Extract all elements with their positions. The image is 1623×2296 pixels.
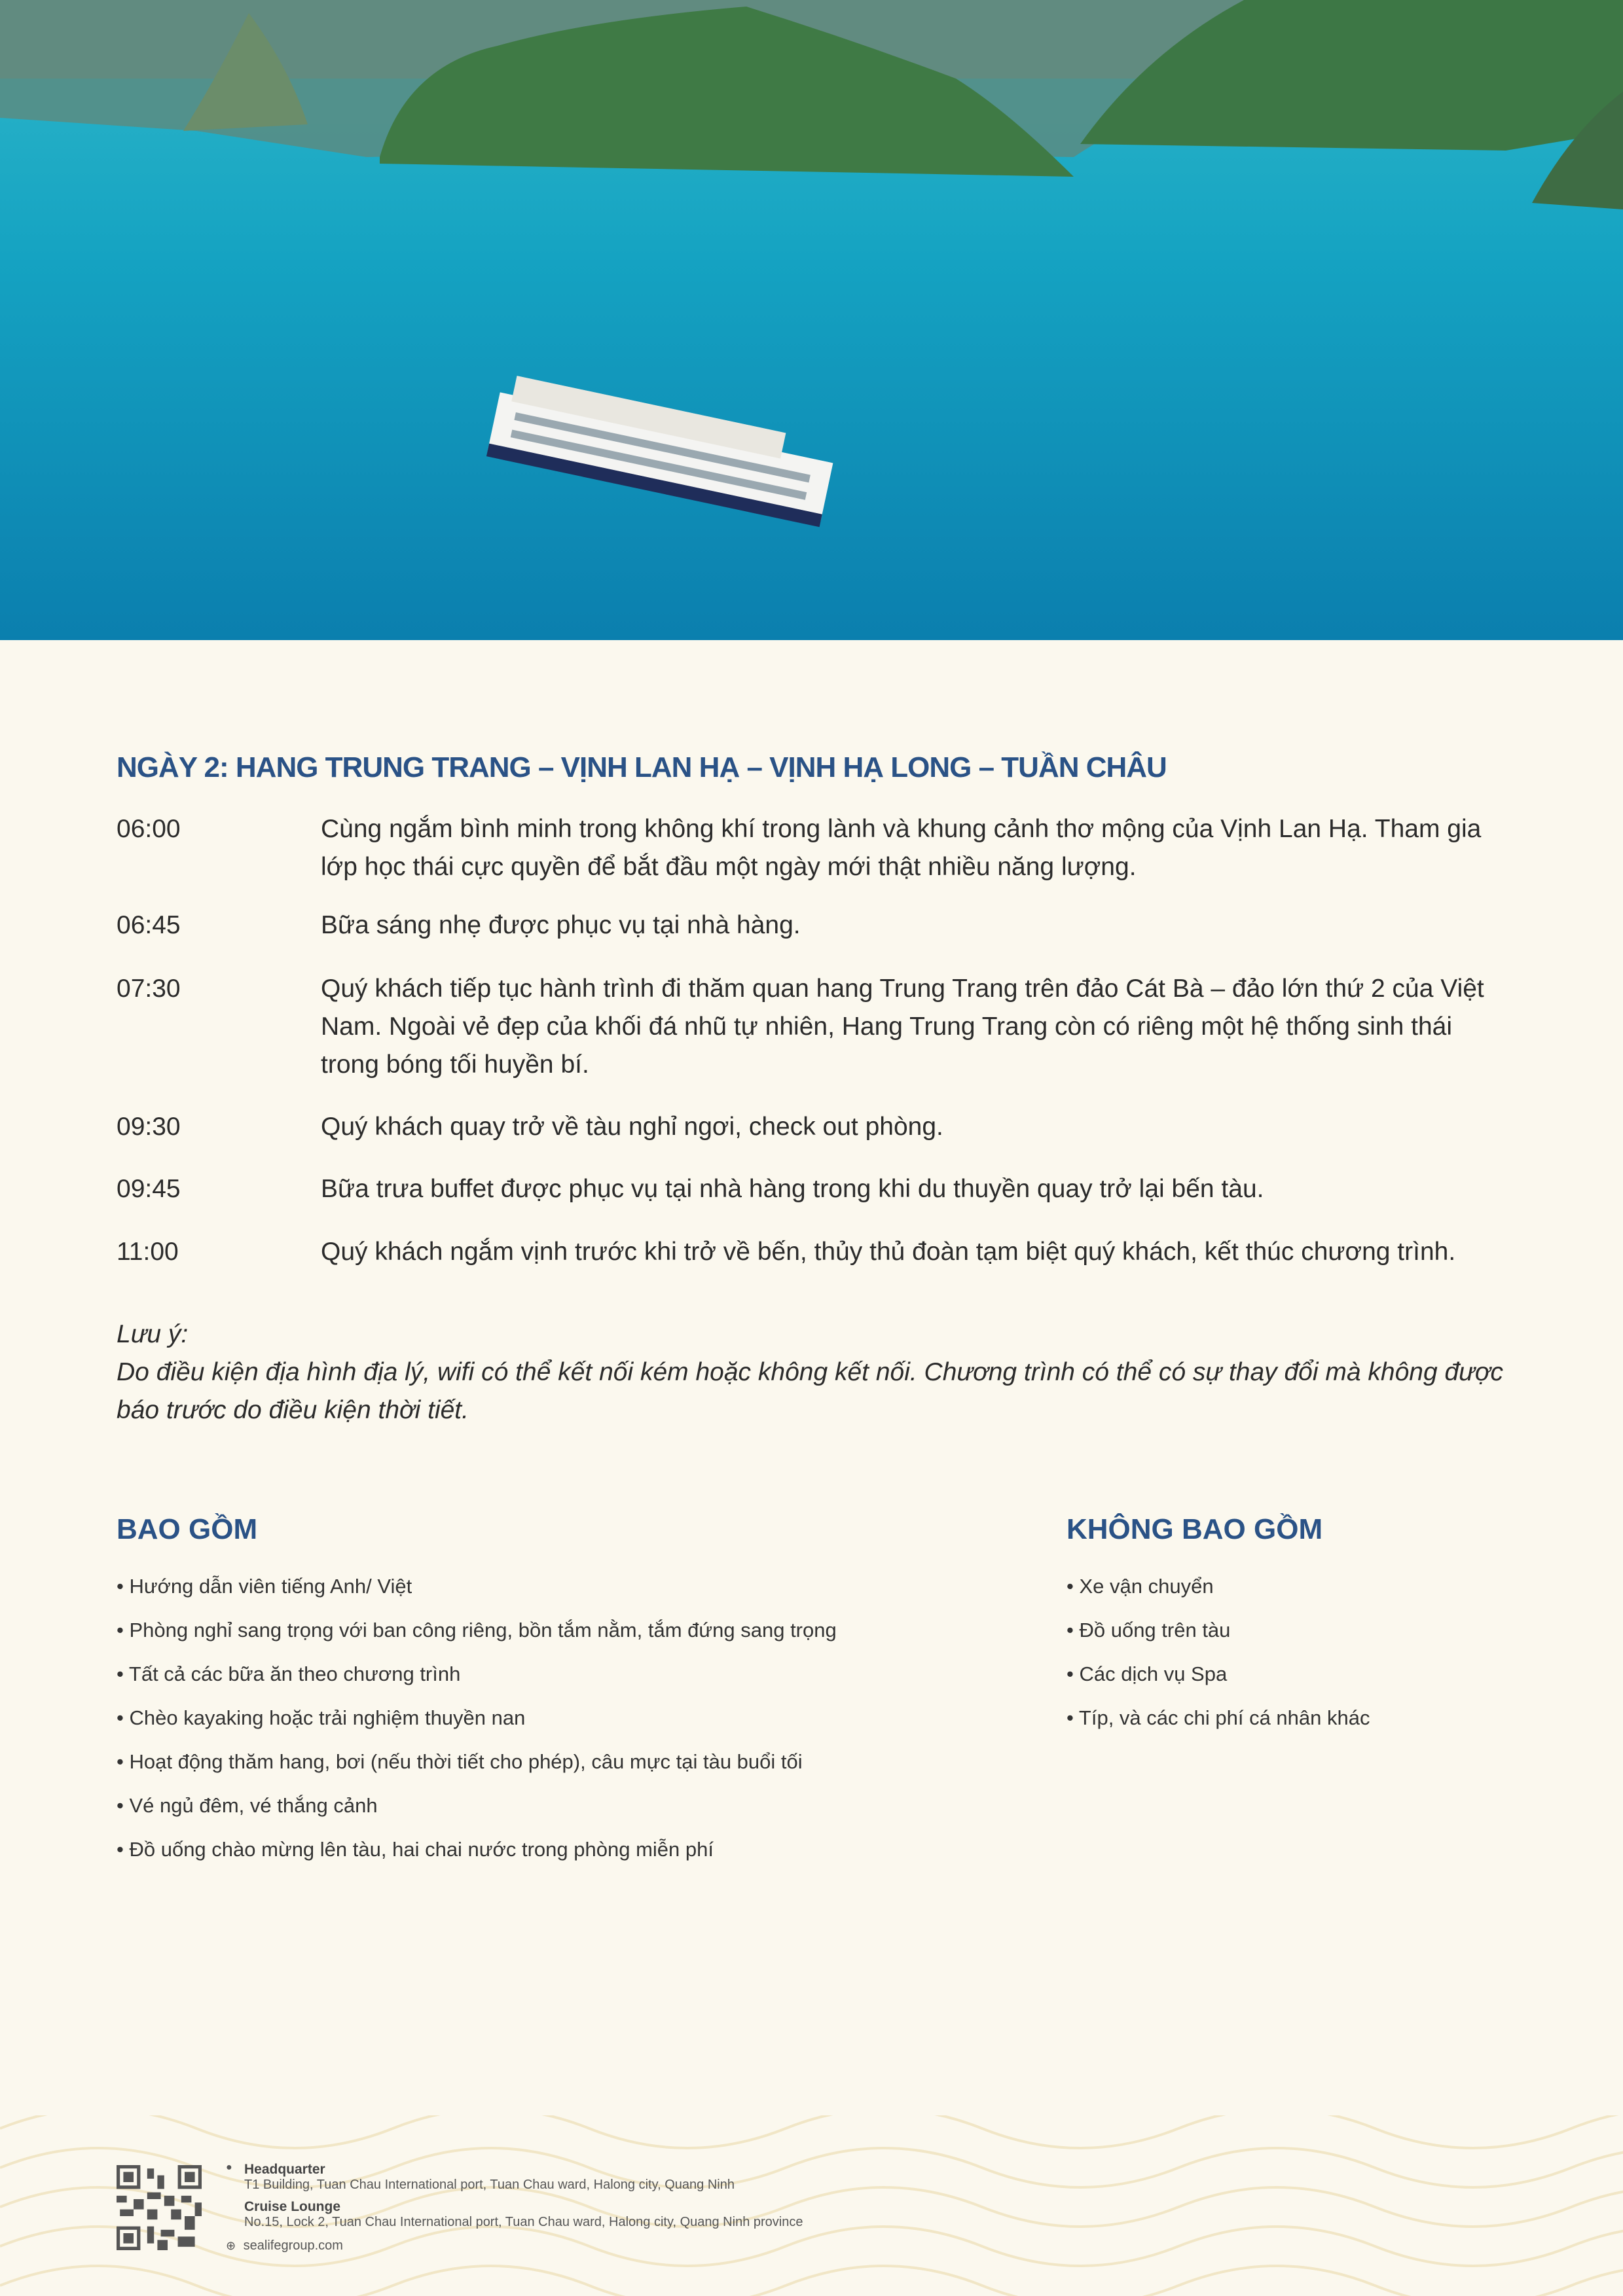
day-title: NGÀY 2: HANG TRUNG TRANG – VỊNH LAN HẠ – VỊNH HẠ LONG – TUẦN CHÂU: [117, 751, 1167, 783]
schedule-row: [117, 970, 1511, 1084]
headquarter-info: [226, 2162, 735, 2193]
website-link[interactable]: sealifegroup.com: [243, 2238, 343, 2253]
schedule-row: [117, 1108, 1511, 1146]
note-text: Do điều kiện địa hình địa lý, wifi có thể kết nối kém hoặc không kết nối. Chương trình có thể có sự thay đổi mà không được báo trước do điều kiện thời tiết.: [117, 1358, 1503, 1424]
list-item: • Xe vận chuyển: [1067, 1564, 1370, 1608]
description: Bữa sáng nhẹ được phục vụ tại nhà hàng.: [321, 911, 801, 939]
description: Cùng ngắm bình minh trong không khí trong lành và khung cảnh thơ mộng của Vịnh Lan Hạ. Tham gia lớp học thái cực quyền để bắt đầu một ngày mới thật nhiều năng lượng.: [321, 815, 1482, 881]
list-item: • Hướng dẫn viên tiếng Anh/ Việt: [117, 1564, 837, 1608]
time: 11:00: [117, 1238, 179, 1266]
list-item: • Hoạt động thăm hang, bơi (nếu thời tiết cho phép), câu mực tại tàu buổi tối: [117, 1740, 837, 1784]
qr-code: [117, 2165, 202, 2250]
note: [117, 1316, 1518, 1429]
schedule-row: [117, 1170, 1511, 1208]
time: 09:30: [117, 1113, 181, 1141]
time: 07:30: [117, 975, 181, 1003]
included-list: [117, 1564, 837, 1871]
wave-pattern: [0, 2115, 1623, 2296]
list-item: • Phòng nghỉ sang trọng với ban công riêng, bồn tắm nằm, tắm đứng sang trọng: [117, 1608, 837, 1652]
schedule-row: [117, 1233, 1511, 1271]
description: Quý khách tiếp tục hành trình đi thăm quan hang Trung Trang trên đảo Cát Bà – đảo lớn thứ 2 của Việt Nam. Ngoài vẻ đẹp của khối đá nhũ tự nhiên, Hang Trung Trang còn có riêng một hệ thống sinh thái trong bóng tối huyền bí.: [321, 975, 1484, 1079]
schedule-row: [117, 906, 1511, 944]
included-title: BAO GỒM: [117, 1513, 258, 1545]
description: Bữa trưa buffet được phục vụ tại nhà hàng trong khi du thuyền quay trở lại bến tàu.: [321, 1175, 1264, 1203]
description: Quý khách ngắm vịnh trước khi trở về bến, thủy thủ đoàn tạm biệt quý khách, kết thúc chương trình.: [321, 1238, 1456, 1266]
schedule-row: [117, 810, 1511, 886]
list-item: • Chèo kayaking hoặc trải nghiệm thuyền nan: [117, 1696, 837, 1740]
note-label: Lưu ý:: [117, 1320, 189, 1348]
website-info[interactable]: [226, 2238, 343, 2253]
headquarter-address: T1 Building, Tuan Chau International port, Tuan Chau ward, Halong city, Quang Ninh: [244, 2178, 735, 2192]
description: Quý khách quay trở về tàu nghỉ ngơi, check out phòng.: [321, 1113, 943, 1141]
globe-icon: ⊕: [226, 2239, 236, 2252]
lounge-info: [244, 2199, 803, 2230]
time: 06:00: [117, 815, 181, 843]
list-item: • Tất cả các bữa ăn theo chương trình: [117, 1652, 837, 1696]
list-item: • Các dịch vụ Spa: [1067, 1652, 1370, 1696]
footer: [0, 2115, 1623, 2296]
lounge-address: No.15, Lock 2, Tuan Chau International port, Tuan Chau ward, Halong city, Quang Ninh province: [244, 2215, 803, 2229]
list-item: • Típ, và các chi phí cá nhân khác: [1067, 1696, 1370, 1740]
list-item: • Vé ngủ đêm, vé thắng cảnh: [117, 1784, 837, 1827]
time: 09:45: [117, 1175, 181, 1203]
lounge-label: Cruise Lounge: [244, 2199, 341, 2214]
location-pin-icon: ●: [226, 2162, 232, 2173]
excluded-title: KHÔNG BAO GỒM: [1067, 1513, 1323, 1545]
time: 06:45: [117, 911, 181, 939]
hero-photo-halong-bay: [0, 0, 1623, 640]
excluded-list: [1067, 1564, 1370, 1740]
headquarter-label: Headquarter: [244, 2162, 325, 2177]
list-item: • Đồ uống trên tàu: [1067, 1608, 1370, 1652]
list-item: • Đồ uống chào mừng lên tàu, hai chai nước trong phòng miễn phí: [117, 1827, 837, 1871]
